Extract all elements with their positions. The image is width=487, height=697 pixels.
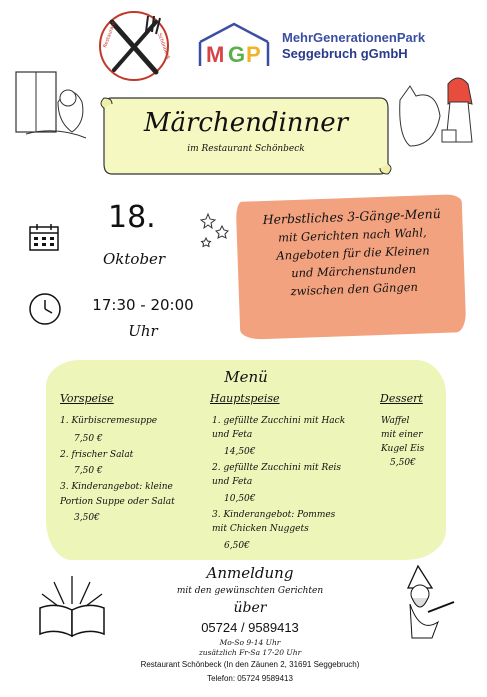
wolf-red-riding-hood-illustration <box>392 70 482 160</box>
svg-text:Schönbeck: Schönbeck <box>156 32 172 61</box>
svg-text:G: G <box>228 42 246 67</box>
org-name-line2: Seggebruch gGmbH <box>282 46 408 61</box>
dessert-price: 5,50€ <box>390 458 416 468</box>
hauptspeise-price-3: 6,50€ <box>224 541 250 551</box>
highlight-text <box>244 204 461 301</box>
vorspeise-price-3: 3,50€ <box>74 513 100 523</box>
registration-title: Anmeldung <box>206 564 294 582</box>
clock-icon <box>28 292 62 326</box>
hauptspeise-item-1-line2: und Feta <box>212 430 253 440</box>
hauptspeise-item-2-line2: und Feta <box>212 477 253 487</box>
event-day: 18. <box>108 200 156 235</box>
hauptspeise-price-1: 14,50€ <box>224 447 256 457</box>
vorspeise-item-2: 2. frischer Salat <box>60 450 134 460</box>
svg-text:P: P <box>246 42 261 67</box>
registration-via: über <box>233 600 267 616</box>
restaurant-logo <box>96 8 172 84</box>
dwarf-illustration <box>388 562 460 646</box>
dessert-line3: Kugel Eis <box>381 444 425 454</box>
event-time-range: 17:30 - 20:00 <box>92 296 194 314</box>
stars-icon <box>196 212 232 250</box>
vorspeise-price-1: 7,50 € <box>74 434 103 444</box>
hauptspeise-item-2: 2. gefüllte Zucchini mit Reis <box>212 463 342 473</box>
registration-subtitle: mit den gewünschten Gerichten <box>176 586 324 596</box>
opening-hours-1: Mo-So 9-14 Uhr <box>219 638 281 647</box>
restaurant-telephone: Telefon: 05724 9589413 <box>207 674 293 683</box>
svg-text:Restaurant: Restaurant <box>102 20 118 49</box>
highlight-line3: und Märchenstunden <box>290 261 417 281</box>
girl-window-illustration <box>6 62 96 152</box>
vorspeise-item-3-line2: Portion Suppe oder Salat <box>60 497 175 507</box>
event-subtitle: im Restaurant Schönbeck <box>187 144 305 154</box>
vorspeise-item-1: 1. Kürbiscremesuppe <box>60 416 158 426</box>
svg-text:M: M <box>206 42 225 67</box>
dessert-line1: Waffel <box>381 416 410 426</box>
dessert-heading: Dessert <box>380 392 423 405</box>
registration-phone: 05724 / 9589413 <box>201 620 299 635</box>
hauptspeise-item-3-line2: mit Chicken Nuggets <box>212 524 309 534</box>
highlight-line4: zwischen den Gängen <box>290 279 419 299</box>
vorspeise-item-3: 3. Kinderangebot: kleine <box>60 482 173 492</box>
highlight-line2: Angeboten für die Kleinen <box>276 243 430 263</box>
vorspeise-price-2: 7,50 € <box>74 466 103 476</box>
hauptspeise-heading: Hauptspeise <box>210 392 280 405</box>
highlight-line1: mit Gerichten nach Wahl, <box>277 225 427 245</box>
event-time-unit: Uhr <box>128 322 158 340</box>
event-time <box>78 292 208 344</box>
event-title: Märchendinner <box>143 108 349 138</box>
event-month: Oktober <box>103 250 166 268</box>
highlight-title: Herbstliches 3-Gänge-Menü <box>262 205 441 228</box>
restaurant-address: Restaurant Schönbeck (In den Zäunen 2, 31691 Seggebruch) <box>140 660 360 669</box>
vorspeise-heading: Vorspeise <box>60 392 114 405</box>
calendar-icon <box>28 222 60 252</box>
dessert-line2: mit einer <box>381 430 423 440</box>
organization-name <box>282 30 425 62</box>
hauptspeise-item-3: 3. Kinderangebot: Pommes <box>212 510 336 520</box>
opening-hours-2: zusätzlich Fr-Sa 17-20 Uhr <box>198 648 302 657</box>
hauptspeise-item-1: 1. gefüllte Zucchini mit Hack <box>212 416 346 426</box>
org-name-line1: MehrGenerationenPark <box>282 30 426 45</box>
mgp-logo <box>196 22 272 68</box>
menu-title: Menü <box>224 368 268 386</box>
open-book-illustration <box>32 570 112 640</box>
hauptspeise-price-2: 10,50€ <box>224 494 256 504</box>
